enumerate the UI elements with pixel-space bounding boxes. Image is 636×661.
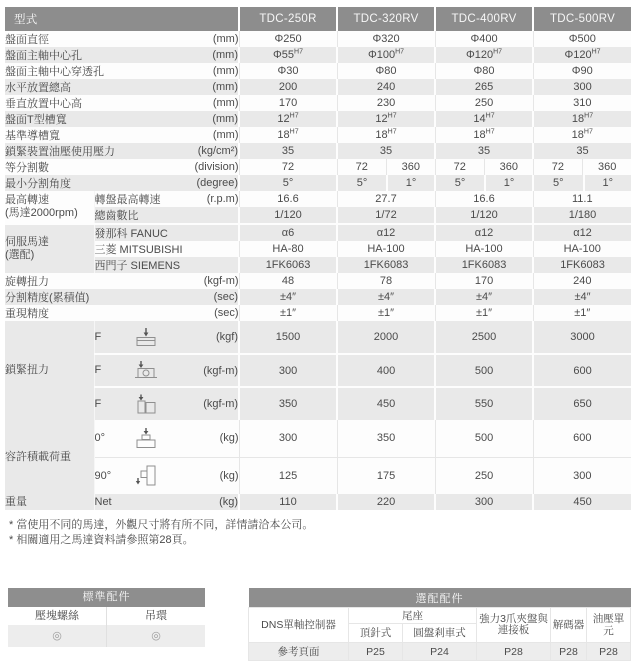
spec-row-unit: (mm) xyxy=(188,79,239,95)
spec-cell: 550 xyxy=(435,387,533,420)
spec-cell: 11.1 xyxy=(533,191,631,207)
spec-cell: 170 xyxy=(435,273,533,289)
spec-row xyxy=(5,111,631,127)
spec-cell: 300 xyxy=(435,494,533,510)
spec-row xyxy=(5,47,631,63)
spec-header-row xyxy=(5,7,631,31)
spec-cell: 72 xyxy=(239,159,337,175)
spec-row xyxy=(5,257,631,273)
included-mark-icon: ◎ xyxy=(106,625,205,647)
spec-cell: 1FK6083 xyxy=(533,257,631,273)
spec-row xyxy=(5,127,631,143)
spec-row-unit: (mm) xyxy=(188,63,239,79)
spec-cell: Φ250 xyxy=(239,31,337,47)
spec-row-label xyxy=(94,354,188,387)
reference-page: P25 xyxy=(349,643,403,661)
model-column-header: TDC-500RV xyxy=(533,7,631,31)
spec-row xyxy=(5,273,631,289)
standard-accessories-names-row xyxy=(8,607,205,625)
optional-accessory-decoder: 解碼器 xyxy=(551,608,587,643)
standard-accessories-title: 標準配件 xyxy=(8,588,205,607)
clamp-side-icon xyxy=(133,394,159,415)
spec-cell: $18^{H7}$ xyxy=(533,111,631,127)
spec-cell: 1/72 xyxy=(337,207,435,224)
spec-cell: 5° 1° xyxy=(337,175,435,191)
spec-group-label: 伺服馬達 (選配) xyxy=(5,224,94,273)
spec-cell: $12^{H7}$ xyxy=(337,111,435,127)
spec-cell: 300 xyxy=(239,420,337,457)
spec-cell: Φ400 xyxy=(435,31,533,47)
standard-accessories-table xyxy=(8,588,205,647)
spec-cell: 35 xyxy=(435,143,533,159)
spec-cell: HA-100 xyxy=(533,241,631,257)
spec-row xyxy=(5,175,631,191)
spec-cell: 72 360 xyxy=(435,159,533,175)
spec-row-label: 盤面直徑 xyxy=(5,31,188,47)
spec-cell: ±1″ xyxy=(239,305,337,321)
tailstock-type: 頂針式 xyxy=(349,624,403,643)
optional-accessories-table xyxy=(248,588,631,661)
reference-page: P28 xyxy=(551,643,587,661)
spec-cell: 250 xyxy=(435,95,533,111)
spec-row-unit: (kg) xyxy=(188,457,239,494)
spec-table xyxy=(5,7,631,510)
spec-cell: HA-100 xyxy=(337,241,435,257)
footnote-line: * 當使用不同的馬達，外觀尺寸將有所不同，詳情請洽本公司。 xyxy=(9,519,314,531)
spec-cell: 300 xyxy=(239,354,337,387)
spec-row xyxy=(5,457,631,494)
spec-row-label: 鎖緊裝置油壓使用壓力 xyxy=(5,143,188,159)
optional-accessories-title: 選配配件 xyxy=(249,588,631,608)
spec-cell: HA-80 xyxy=(239,241,337,257)
spec-row xyxy=(5,95,631,111)
spec-cell: 35 xyxy=(533,143,631,159)
spec-cell: 350 xyxy=(337,420,435,457)
spec-cell: ±1″ xyxy=(435,305,533,321)
spec-row-label: 分割精度(累積值) xyxy=(5,289,188,305)
optional-accessory-chuck: 強力3爪夾盤與連接板 xyxy=(477,608,551,643)
spec-cell: Φ500 xyxy=(533,31,631,47)
spec-row-unit: (mm) xyxy=(188,127,239,143)
spec-cell: 300 xyxy=(533,79,631,95)
spec-row-unit: (division) xyxy=(188,159,239,175)
spec-cell: 500 xyxy=(435,420,533,457)
spec-row xyxy=(5,159,631,175)
spec-row-label: 盤面主軸中心孔 xyxy=(5,47,188,63)
spec-row-unit: (r.p.m) xyxy=(188,191,239,207)
spec-row-label: 總齒數比 xyxy=(94,207,239,224)
spec-cell: 125 xyxy=(239,457,337,494)
spec-row xyxy=(5,143,631,159)
spec-cell: 200 xyxy=(239,79,337,95)
spec-row-unit: (mm) xyxy=(188,95,239,111)
spec-cell: 1500 xyxy=(239,321,337,354)
spec-cell: $12^{H7}$ xyxy=(239,111,337,127)
spec-cell: Φ320 xyxy=(337,31,435,47)
spec-cell: 450 xyxy=(337,387,435,420)
spec-row xyxy=(5,321,631,354)
model-column-header: TDC-400RV xyxy=(435,7,533,31)
spec-cell: 600 xyxy=(533,354,631,387)
spec-cell: $\Phi 120^{H7}$ xyxy=(435,47,533,63)
spec-row xyxy=(5,387,631,420)
spec-cell: $18^{H7}$ xyxy=(533,127,631,143)
spec-row-label: F xyxy=(94,330,102,343)
model-column-header: TDC-250R xyxy=(239,7,337,31)
footnote-line: * 相關適用之馬達資料請參照第28頁。 xyxy=(9,534,194,546)
spec-row-label: 三菱 MITSUBISHI xyxy=(94,241,239,257)
spec-row-label: 最小分割角度 xyxy=(5,175,188,191)
spec-row-label xyxy=(94,457,188,494)
spec-row-label: 西門子 SIEMENS xyxy=(94,257,239,273)
spec-cell: 16.6 xyxy=(435,191,533,207)
spec-cell: 170 xyxy=(239,95,337,111)
spec-row xyxy=(5,420,631,457)
spec-cell: ±4″ xyxy=(239,289,337,305)
spec-cell: 650 xyxy=(533,387,631,420)
spec-cell: Φ80 xyxy=(435,63,533,79)
spec-cell: $\Phi 55^{H7}$ xyxy=(239,47,337,63)
spec-cell: 48 xyxy=(239,273,337,289)
spec-cell: 310 xyxy=(533,95,631,111)
model-column-header: TDC-320RV xyxy=(337,7,435,31)
spec-cell: 175 xyxy=(337,457,435,494)
spec-cell: 1FK6083 xyxy=(337,257,435,273)
spec-row-label: F xyxy=(94,397,102,410)
reference-page: P24 xyxy=(403,643,477,661)
spec-row-unit: (kgf-m) xyxy=(188,387,239,420)
spec-cell: α6 xyxy=(239,224,337,241)
spec-row xyxy=(5,63,631,79)
spec-cell: 240 xyxy=(337,79,435,95)
spec-cell: α12 xyxy=(435,224,533,241)
spec-row-unit: (kg) xyxy=(188,420,239,457)
spec-cell: 5° 1° xyxy=(435,175,533,191)
optional-accessory-controller: DNS單軸控制器 xyxy=(249,608,349,643)
spec-row-unit: (kg) xyxy=(188,494,239,510)
spec-cell: 1/120 xyxy=(239,207,337,224)
spec-row xyxy=(5,289,631,305)
spec-row-label: Net xyxy=(94,494,188,510)
spec-row-unit: (mm) xyxy=(188,111,239,127)
spec-row-unit: (mm) xyxy=(188,47,239,63)
spec-cell: Φ30 xyxy=(239,63,337,79)
spec-row-label: 轉盤最高轉速 xyxy=(94,191,188,207)
spec-cell: 3000 xyxy=(533,321,631,354)
spec-table-wrapper xyxy=(5,7,631,510)
spec-cell: 500 xyxy=(435,354,533,387)
spec-row xyxy=(5,207,631,224)
spec-row-label: 旋轉扭力 xyxy=(5,273,188,289)
spec-row xyxy=(5,305,631,321)
spec-group-label: 重量 xyxy=(5,494,94,510)
spec-row xyxy=(5,354,631,387)
spec-row-unit: (sec) xyxy=(188,305,239,321)
spec-row-label: 等分割數 xyxy=(5,159,188,175)
spec-row-unit: (kgf) xyxy=(188,321,239,354)
spec-row xyxy=(5,191,631,207)
spec-row-unit: (kg/cm²) xyxy=(188,143,239,159)
spec-row-label: 盤面主軸中心穿透孔 xyxy=(5,63,188,79)
spec-group-label: 鎖緊扭力 xyxy=(5,321,94,420)
spec-cell: ±4″ xyxy=(435,289,533,305)
spec-row-label xyxy=(94,387,188,420)
spec-cell: 1FK6083 xyxy=(435,257,533,273)
spec-row xyxy=(5,79,631,95)
load-vertical-icon xyxy=(133,464,159,487)
spec-group-label: 最高轉速 (馬達2000rpm) xyxy=(5,191,94,224)
spec-cell: α12 xyxy=(533,224,631,241)
reference-page: P28 xyxy=(477,643,551,661)
spec-cell: 265 xyxy=(435,79,533,95)
standard-accessory-name: 吊環 xyxy=(106,607,205,625)
standard-accessories-marks-row xyxy=(8,625,205,647)
spec-row-unit: (kgf-m) xyxy=(188,273,239,289)
spec-cell: 600 xyxy=(533,420,631,457)
spec-cell: Φ90 xyxy=(533,63,631,79)
spec-cell: ±1″ xyxy=(533,305,631,321)
spec-cell: 72 360 xyxy=(533,159,631,175)
spec-row-label: 90° xyxy=(94,469,112,482)
spec-row-label: F xyxy=(94,364,102,377)
clamp-radial-icon xyxy=(133,360,159,381)
spec-row-label: 垂直放置中心高 xyxy=(5,95,188,111)
spec-row-unit: (kgf-m) xyxy=(188,354,239,387)
spec-row xyxy=(5,494,631,510)
spec-row xyxy=(5,224,631,241)
spec-row xyxy=(5,31,631,47)
spec-cell: $18^{H7}$ xyxy=(337,127,435,143)
spec-cell: $\Phi 100^{H7}$ xyxy=(337,47,435,63)
spec-cell: 230 xyxy=(337,95,435,111)
spec-cell: α12 xyxy=(337,224,435,241)
optional-accessory-tailstock: 尾座 xyxy=(349,608,477,624)
optional-accessory-hydraulic: 油壓單元 xyxy=(587,608,631,643)
spec-cell: 220 xyxy=(337,494,435,510)
spec-row-unit: (degree) xyxy=(188,175,239,191)
spec-cell: ±1″ xyxy=(337,305,435,321)
spec-row-label: 水平放置總高 xyxy=(5,79,188,95)
spec-row-label: 重現精度 xyxy=(5,305,188,321)
spec-cell: 110 xyxy=(239,494,337,510)
spec-row-unit: (sec) xyxy=(188,289,239,305)
spec-cell: HA-100 xyxy=(435,241,533,257)
spec-cell: 16.6 xyxy=(239,191,337,207)
spec-cell: 300 xyxy=(533,457,631,494)
spec-cell: $18^{H7}$ xyxy=(435,127,533,143)
spec-cell: Φ80 xyxy=(337,63,435,79)
spec-cell: 400 xyxy=(337,354,435,387)
spec-row-label xyxy=(94,321,188,354)
spec-cell: 27.7 xyxy=(337,191,435,207)
spec-cell: 450 xyxy=(533,494,631,510)
spec-row-label: 0° xyxy=(94,432,106,445)
spec-cell: $\Phi 120^{H7}$ xyxy=(533,47,631,63)
spec-row-unit: (mm) xyxy=(188,31,239,47)
spec-cell: 78 xyxy=(337,273,435,289)
reference-page-label: 參考頁面 xyxy=(249,643,349,661)
spec-header-label: 型式 xyxy=(5,7,239,31)
spec-cell: 35 xyxy=(337,143,435,159)
spec-group-label: 容許積載荷重 xyxy=(5,420,94,494)
tailstock-type: 圓盤剎車式 xyxy=(403,624,477,643)
spec-cell: $18^{H7}$ xyxy=(239,127,337,143)
spec-row-label: 基準導槽寬 xyxy=(5,127,188,143)
spec-cell: 1/120 xyxy=(435,207,533,224)
standard-accessory-name: 壓塊螺絲 xyxy=(8,607,106,625)
spec-row-label: 發那科 FANUC xyxy=(94,224,239,241)
spec-cell: 2000 xyxy=(337,321,435,354)
spec-row xyxy=(5,241,631,257)
spec-cell: 72 360 xyxy=(337,159,435,175)
spec-cell: 1FK6063 xyxy=(239,257,337,273)
spec-cell: ±4″ xyxy=(337,289,435,305)
spec-cell: ±4″ xyxy=(533,289,631,305)
spec-cell: 250 xyxy=(435,457,533,494)
spec-cell: 2500 xyxy=(435,321,533,354)
spec-cell: $14^{H7}$ xyxy=(435,111,533,127)
footnotes xyxy=(9,518,313,548)
reference-page: P28 xyxy=(587,643,631,661)
spec-row-label xyxy=(94,420,188,457)
spec-row-label: 盤面T型槽寬 xyxy=(5,111,188,127)
spec-cell: 240 xyxy=(533,273,631,289)
spec-cell: 350 xyxy=(239,387,337,420)
spec-cell: 5° 1° xyxy=(533,175,631,191)
load-horizontal-icon xyxy=(133,427,159,450)
included-mark-icon: ◎ xyxy=(8,625,106,647)
spec-cell: 35 xyxy=(239,143,337,159)
spec-cell: 1/180 xyxy=(533,207,631,224)
spec-cell: 5° xyxy=(239,175,337,191)
clamp-axial-icon xyxy=(133,327,159,348)
